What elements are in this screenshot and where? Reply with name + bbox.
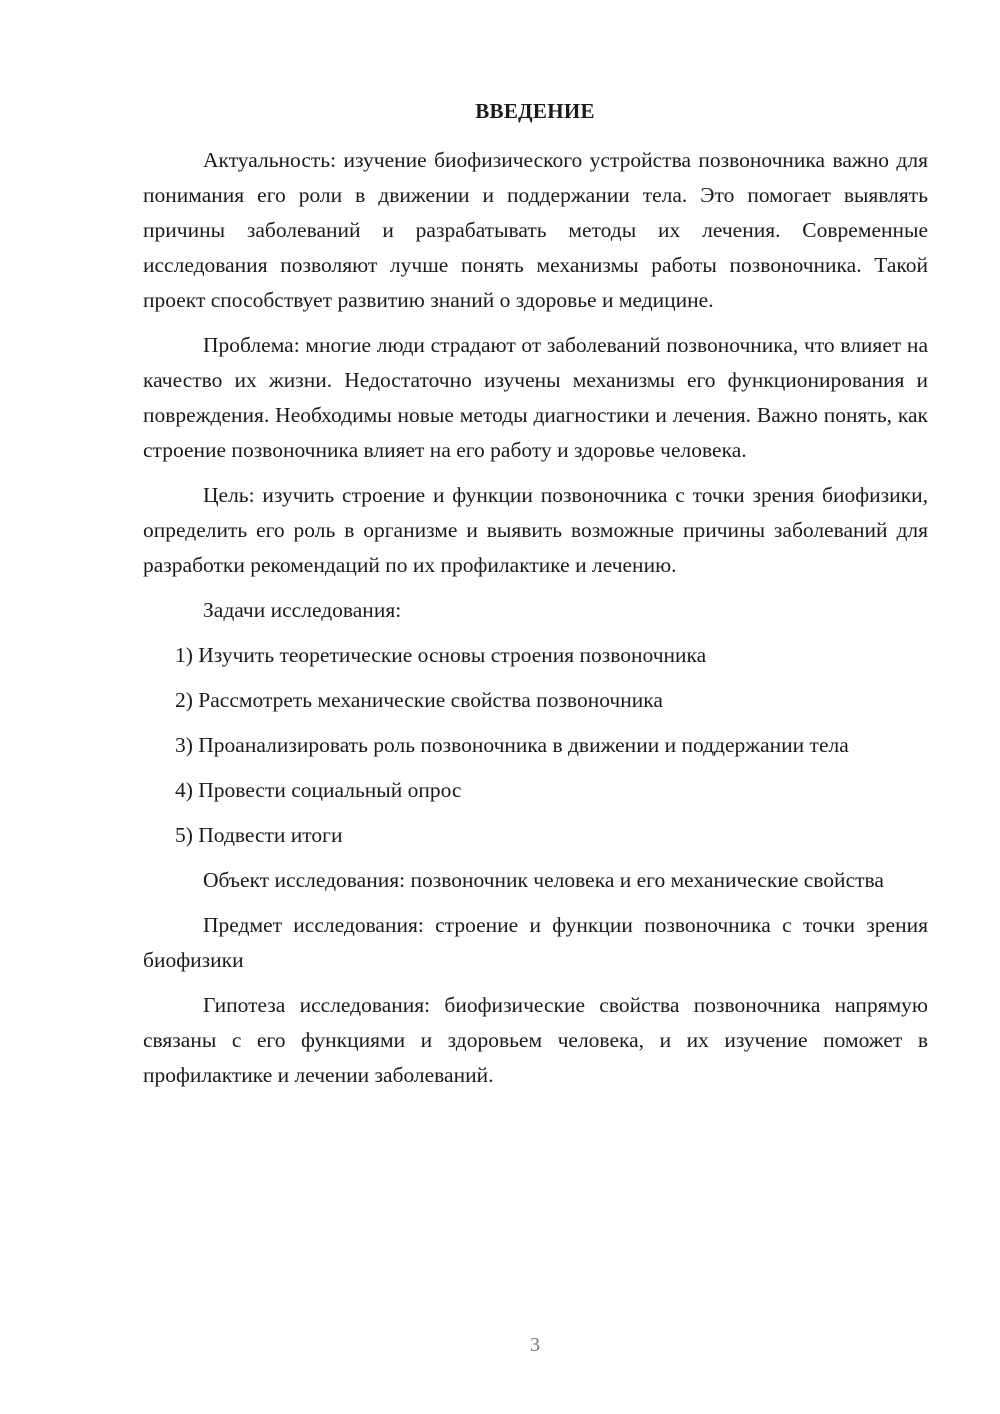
paragraph-hypothesis: Гипотеза исследования: биофизические свойства позвоночника напрямую связаны с его функциями и здоровьем человека, и их изучение поможет в профилактике и лечении заболеваний. xyxy=(143,993,928,1087)
task-item: 5) Подвести итоги xyxy=(175,823,343,847)
task-item: 3) Проанализировать роль позвоночника в движении и поддержании тела xyxy=(175,733,849,757)
page-number: 3 xyxy=(530,1334,540,1356)
task-item: 2) Рассмотреть механические свойства позвоночника xyxy=(175,688,663,712)
paragraph-object: Объект исследования: позвоночник человека и его механические свойства xyxy=(203,868,884,892)
task-item: 4) Провести социальный опрос xyxy=(175,778,462,802)
page-title: ВВЕДЕНИЕ xyxy=(475,99,595,123)
paragraph-subject: Предмет исследования: строение и функции позвоночника с точки зрения биофизики xyxy=(143,913,928,972)
task-item: 1) Изучить теоретические основы строения позвоночника xyxy=(175,643,707,667)
tasks-heading: Задачи исследования: xyxy=(203,598,402,622)
paragraph-relevance: Актуальность: изучение биофизического устройства позвоночника важно для понимания его роли в движении и поддержании тела. Это помогает выявлять причины заболеваний и разрабатывать методы их лечения. Современные исследования позволяют лучше понять механизмы работы позвоночника. Такой проект способствует развитию знаний о здоровье и медицине. xyxy=(143,148,928,312)
document-body xyxy=(143,143,928,1103)
paragraph-goal: Цель: изучить строение и функции позвоночника с точки зрения биофизики, определить его роль в организме и выявить возможные причины заболеваний для разработки рекомендаций по их профилактике и лечению. xyxy=(143,483,928,577)
paragraph-problem: Проблема: многие люди страдают от заболеваний позвоночника, что влияет на качество их жизни. Недостаточно изучены механизмы его функционирования и повреждения. Необходимы новые методы диагностики и лечения. Важно понять, как строение позвоночника влияет на его работу и здоровье человека. xyxy=(143,333,928,462)
